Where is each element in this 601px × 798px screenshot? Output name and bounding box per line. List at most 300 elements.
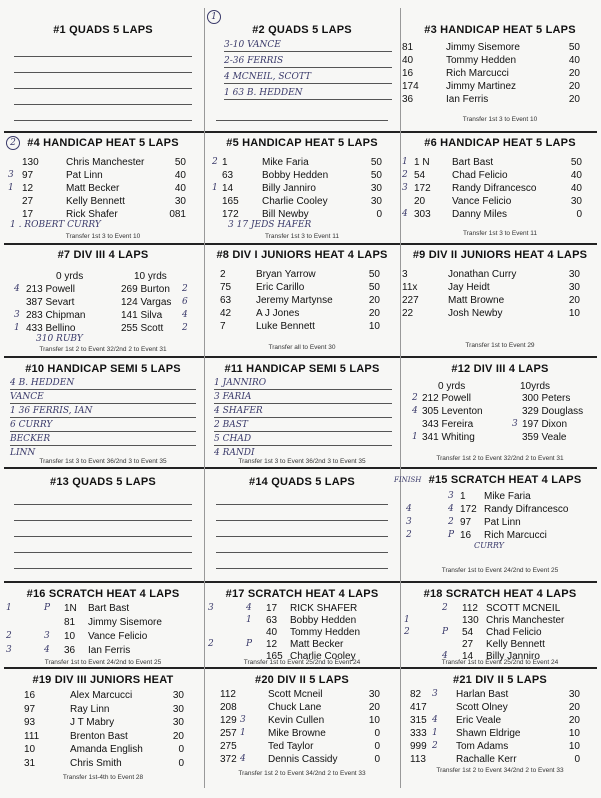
finish-mark: 1	[412, 432, 418, 442]
entry-row	[4, 730, 202, 743]
handicap: 50	[370, 157, 382, 168]
column-header: 10yrds	[520, 381, 551, 392]
driver-name: Chris Smith	[70, 757, 122, 769]
event-19	[4, 670, 202, 794]
scratch-entry: 212 Powell	[422, 393, 471, 404]
driver-name: Mike Faria	[262, 157, 309, 168]
handwritten-entry: 3-10 VANCE	[224, 38, 392, 52]
driver-name: Rick Shafer	[66, 209, 118, 220]
car-number: 16	[402, 68, 414, 79]
handicap: 20	[568, 81, 580, 92]
car-number: 372	[220, 754, 237, 765]
entry-row	[206, 740, 398, 753]
entry-row	[4, 322, 202, 335]
car-number: 27	[462, 639, 474, 650]
position-mark: 4	[246, 603, 252, 613]
handicap-entry: 269 Burton	[121, 284, 170, 295]
finish-mark: 4	[240, 754, 246, 764]
car-number: 40	[266, 627, 278, 638]
event-title: #19 DIV III JUNIORS HEAT	[32, 674, 174, 686]
handicap-entry: 124 Vargas	[121, 297, 172, 308]
driver-name: Matt Browne	[448, 295, 505, 306]
section-divider	[4, 131, 597, 133]
entry-row	[4, 630, 202, 643]
blank-line	[14, 72, 192, 73]
event-10	[4, 359, 202, 466]
handicap: 20	[368, 295, 380, 306]
handicap-entry: 141 Silva	[121, 310, 163, 321]
scratch-entry: 343 Fereira	[422, 419, 474, 430]
transfer-note: Transfer 1st to Event 25/2nd to Event 24	[441, 659, 559, 666]
position-mark: 3	[448, 491, 454, 501]
handicap: 40	[174, 183, 186, 194]
driver-name: Shawn Eldrige	[456, 728, 521, 739]
car-number: 17	[266, 603, 278, 614]
driver-name: Kelly Bennett	[66, 196, 125, 207]
driver-name: Chris Manchester	[486, 615, 565, 626]
handicap: 20	[172, 730, 184, 742]
section-divider	[4, 467, 597, 469]
car-number: 22	[402, 308, 414, 319]
entry-row	[402, 753, 598, 766]
transfer-note: Transfer 1st 2 to Event 34/2nd 2 to Event 33	[238, 770, 366, 777]
entry-row	[402, 503, 598, 516]
driver-name: Bill Newby	[262, 209, 309, 220]
entry-row	[206, 727, 398, 740]
handicap: 0	[374, 741, 380, 752]
event-5	[206, 134, 398, 242]
car-number: 11x	[402, 282, 418, 293]
car-number: 113	[410, 754, 426, 765]
blank-line	[216, 504, 388, 505]
driver-name: Bobby Hedden	[290, 615, 357, 626]
handicap: 50	[174, 157, 186, 168]
transfer-note: Transfer 1st 3 to Event 11	[462, 230, 538, 237]
scratch-entry: 341 Whiting	[422, 432, 475, 443]
entry-row	[4, 182, 202, 195]
transfer-note: Transfer 1st 3 to Event 36/2nd 3 to Event 35	[39, 458, 167, 465]
entry-row	[206, 307, 398, 320]
finish-mark: 1	[404, 615, 410, 625]
event-title: #9 DIV II JUNIORS HEAT 4 LAPS	[412, 249, 588, 261]
car-number: 165	[266, 651, 283, 662]
event-1	[4, 20, 202, 130]
entry-row	[4, 156, 202, 169]
driver-name: SCOTT MCNEIL	[486, 603, 561, 614]
driver-name: Tom Adams	[456, 741, 509, 752]
transfer-note: Transfer 1st-4th to Event 28	[62, 774, 144, 781]
handwritten-entry: 6 CURRY	[10, 418, 196, 432]
event-title: #15 SCRATCH HEAT 4 LAPS	[428, 474, 582, 486]
entry-row	[206, 294, 398, 307]
blank-line	[216, 536, 388, 537]
driver-name: RICK SHAFER	[290, 603, 358, 614]
car-number: 172	[460, 504, 477, 515]
handicap: 30	[370, 196, 382, 207]
entry-row	[4, 309, 202, 322]
circled-mark: 2	[6, 136, 20, 150]
circled-mark: 1	[207, 10, 221, 24]
section-divider	[4, 667, 597, 669]
finish-mark: 3	[6, 645, 12, 655]
finish-mark: 1	[14, 323, 20, 333]
finish-mark: 4	[432, 715, 438, 725]
driver-name: Rachalle Kerr	[456, 754, 517, 765]
car-number: 97	[460, 517, 472, 528]
driver-name: J T Mabry	[70, 717, 115, 728]
handicap: 20	[368, 308, 380, 319]
position-mark: 2	[442, 603, 448, 613]
scratch-entry: 283 Chipman	[26, 310, 86, 321]
car-number: 81	[402, 42, 414, 53]
event-title: #20 DIV II 5 LAPS	[255, 674, 349, 686]
handicap: 40	[568, 55, 580, 66]
car-number: 1 N	[414, 157, 430, 168]
event-17	[206, 584, 398, 666]
transfer-note: Transfer 1st to Event 25/2nd to Event 24	[243, 659, 361, 666]
car-number: 174	[402, 81, 419, 92]
car-number: 112	[220, 689, 236, 700]
driver-name: Jimmy Martinez	[446, 81, 517, 92]
driver-name: Jay Heidt	[448, 282, 490, 293]
finish-mark: 2	[402, 170, 408, 180]
car-number: 63	[222, 170, 234, 181]
handicap-entry: 300 Peters	[522, 393, 571, 404]
entry-row	[4, 296, 202, 309]
transfer-note: Transfer 1st 2 to Event 34/2nd 2 to Event 33	[436, 767, 564, 774]
handwritten-entry: 1 JANNIRO	[214, 376, 392, 390]
entry-row	[4, 602, 202, 615]
handicap: 50	[370, 170, 382, 181]
finish-mark: 1	[240, 728, 246, 738]
handwritten-entry: 1 36 FERRIS, IAN	[10, 404, 196, 418]
car-number: 112	[462, 603, 478, 614]
entry-row	[402, 281, 598, 294]
handicap: 0	[374, 754, 380, 765]
car-number: 1	[222, 157, 228, 168]
finish-mark: 2	[6, 631, 12, 641]
event-21	[402, 670, 598, 794]
finish-mark: 3	[8, 170, 14, 180]
blank-line	[14, 56, 192, 57]
car-number: 172	[222, 209, 239, 220]
section-divider	[4, 581, 597, 583]
car-number: 111	[24, 730, 40, 742]
entry-row	[206, 281, 398, 294]
driver-name: Pat Linn	[66, 170, 103, 181]
entry-row	[402, 714, 598, 727]
finish-mark: 3	[240, 715, 246, 725]
driver-name: Eric Veale	[456, 715, 502, 726]
handwritten-entry: 1 63 B. HEDDEN	[224, 86, 392, 100]
car-number: 36	[64, 645, 76, 656]
handicap: 0	[178, 757, 184, 769]
entry-row	[206, 753, 398, 766]
driver-name: Bryan Yarrow	[256, 269, 316, 280]
car-number: 333	[410, 728, 427, 739]
event-4	[4, 134, 202, 242]
event-3	[402, 20, 598, 130]
transfer-note: Transfer 1st to Event 29	[465, 342, 535, 349]
finish-mark: 4	[406, 504, 412, 514]
position-mark: 2	[448, 517, 454, 527]
handicap: 40	[570, 183, 582, 194]
driver-name: Tommy Hedden	[446, 55, 517, 66]
transfer-note: Transfer 1st to Event 24/2nd to Event 25	[44, 659, 162, 666]
driver-name: Pat Linn	[484, 517, 521, 528]
car-number: 14	[222, 183, 234, 194]
finish-mark: 3	[432, 689, 438, 699]
handicap: 0	[178, 744, 184, 755]
event-title: #6 HANDICAP HEAT 5 LAPS	[424, 137, 576, 149]
handwritten-entry: 3 FARIA	[214, 390, 392, 404]
car-number: 172	[414, 183, 431, 194]
car-number: 130	[22, 157, 39, 168]
driver-name: Luke Bennett	[256, 321, 315, 332]
car-number: 10	[64, 631, 76, 642]
driver-name: Ian Ferris	[446, 94, 489, 105]
driver-name: Mike Browne	[268, 728, 326, 739]
driver-name: Rich Marcucci	[446, 68, 509, 79]
event-title: #3 HANDICAP HEAT 5 LAPS	[424, 24, 576, 36]
car-number: 2	[220, 269, 226, 280]
entry-row	[402, 67, 598, 80]
handwritten-entry: 2-36 FERRIS	[224, 54, 392, 68]
blank-line	[14, 536, 192, 537]
handicap: 30	[568, 282, 580, 293]
driver-name: Josh Newby	[448, 308, 503, 319]
car-number: 275	[220, 741, 237, 752]
entry-row	[402, 405, 598, 418]
handicap: 50	[570, 157, 582, 168]
entry-row	[402, 392, 598, 405]
car-number: 17	[22, 209, 34, 220]
handicap: 50	[568, 42, 580, 53]
driver-name: Randy Difrancesco	[484, 504, 569, 515]
event-title: #13 QUADS 5 LAPS	[50, 476, 156, 488]
finish-mark: 2	[208, 639, 214, 649]
position-mark: 4	[44, 645, 50, 655]
handicap: 20	[568, 94, 580, 105]
blank-line	[216, 520, 388, 521]
car-number: 417	[410, 702, 427, 713]
entry-row	[206, 156, 398, 169]
blank-line	[14, 504, 192, 505]
handwritten-entry: 4 SHAFER	[214, 404, 392, 418]
position-mark: 4	[442, 651, 448, 661]
transfer-note: Transfer 1st 3 to Event 11	[264, 233, 340, 240]
driver-name: Bart Bast	[452, 157, 494, 168]
driver-name: Dennis Cassidy	[268, 754, 338, 765]
car-number: 93	[24, 717, 36, 728]
car-number: 303	[414, 209, 431, 220]
column-divider	[204, 8, 205, 788]
driver-name: Ian Ferris	[88, 645, 131, 656]
transfer-note: Transfer all to Event 30	[268, 344, 336, 351]
driver-name: Bobby Hedden	[262, 170, 329, 181]
driver-name: Chuck Lane	[268, 702, 322, 713]
driver-name: Brenton Bast	[70, 730, 128, 742]
handwritten-entry: 310 RUBY	[36, 334, 83, 344]
blank-line	[14, 104, 192, 105]
car-number: 63	[220, 295, 232, 306]
handicap: 50	[368, 269, 380, 280]
entry-row	[402, 490, 598, 503]
transfer-note: Transfer 1st 2 to Event 32/2nd 2 to Event 31	[39, 346, 167, 353]
car-number: 10	[24, 744, 36, 755]
car-number: 12	[22, 183, 34, 194]
handicap: 20	[368, 702, 380, 713]
finish-mark: 3	[14, 310, 20, 320]
finish-mark: 4	[14, 284, 20, 294]
handicap: 30	[172, 717, 184, 728]
car-number: 12	[266, 639, 278, 650]
driver-name: Amanda English	[70, 744, 143, 755]
handicap: 10	[368, 715, 380, 726]
entry-row	[4, 616, 202, 629]
driver-name: Jimmy Sisemore	[446, 42, 520, 53]
driver-name: Randy Difrancesco	[452, 183, 537, 194]
handicap: 30	[370, 183, 382, 194]
car-number: 54	[414, 170, 426, 181]
car-number: 999	[410, 741, 427, 752]
handwritten-entry: CURRY	[474, 541, 504, 550]
driver-name: Harlan Bast	[456, 689, 509, 700]
car-number: 1N	[64, 603, 77, 614]
finish-mark: 6	[182, 297, 188, 307]
handwritten-entry: 4 B. HEDDEN	[10, 376, 196, 390]
handwritten-entry: VANCE	[10, 390, 196, 404]
handwritten-entry: LINN	[10, 448, 36, 458]
entry-row	[402, 516, 598, 529]
event-title: #8 DIV I JUNIORS HEAT 4 LAPS	[216, 249, 388, 261]
entry-row	[402, 156, 598, 169]
driver-name: Tommy Hedden	[290, 627, 361, 638]
scratch-entry: 433 Bellino	[26, 323, 76, 334]
car-number: 75	[220, 282, 232, 293]
handicap: 30	[172, 703, 184, 715]
finish-mark: 2	[182, 323, 188, 333]
event-title: #21 DIV II 5 LAPS	[453, 674, 547, 686]
handicap: 30	[570, 196, 582, 207]
car-number: 227	[402, 295, 419, 306]
entry-row	[206, 320, 398, 333]
handicap: 30	[568, 689, 580, 700]
handicap: 20	[568, 295, 580, 306]
finish-mark: 3	[402, 183, 408, 193]
car-number: 315	[410, 715, 427, 726]
driver-name: Vance Felicio	[88, 631, 148, 642]
finish-mark: 4	[402, 209, 408, 219]
position-mark: 4	[448, 504, 454, 514]
car-number: 16	[24, 690, 36, 701]
position-mark: P	[246, 639, 253, 649]
car-number: 31	[24, 757, 36, 769]
event-7	[4, 246, 202, 355]
handicap: 40	[570, 170, 582, 181]
blank-line	[14, 520, 192, 521]
handicap: 0	[576, 209, 582, 220]
car-number: 42	[220, 308, 232, 319]
handicap: 20	[568, 715, 580, 726]
event-title: #5 HANDICAP HEAT 5 LAPS	[226, 137, 378, 149]
transfer-note: Transfer 1st 3 to Event 36/2nd 3 to Event 35	[238, 458, 366, 465]
driver-name: Ted Taylor	[268, 741, 314, 752]
handicap: 10	[368, 321, 380, 332]
event-title: #16 SCRATCH HEAT 4 LAPS	[26, 588, 180, 600]
driver-name: Charlie Cooley	[290, 651, 356, 662]
handicap: 30	[172, 690, 184, 701]
car-number: 3	[402, 269, 408, 280]
position-mark: P	[448, 530, 455, 540]
car-number: 97	[22, 170, 34, 181]
car-number: 208	[220, 702, 237, 713]
driver-name: Alex Marcucci	[70, 690, 133, 701]
event-18	[402, 584, 598, 666]
position-mark: P	[442, 627, 449, 637]
car-number: 97	[24, 703, 36, 715]
driver-name: A J Jones	[256, 308, 300, 319]
entry-row	[402, 294, 598, 307]
entry-row	[4, 743, 202, 756]
section-divider	[4, 356, 597, 358]
entry-row	[206, 688, 398, 701]
event-title: #1 QUADS 5 LAPS	[53, 24, 153, 36]
transfer-note: Transfer 1st 3 to Event 10	[65, 233, 141, 240]
car-number: 129	[220, 715, 237, 726]
entry-row	[402, 54, 598, 67]
car-number: 82	[410, 689, 422, 700]
entry-row	[206, 195, 398, 208]
entry-row	[206, 701, 398, 714]
entry-row	[402, 41, 598, 54]
finish-mark: 2	[412, 393, 418, 403]
blank-line	[14, 568, 192, 569]
car-number: 1	[460, 491, 466, 502]
event-title: #4 HANDICAP HEAT 5 LAPS	[27, 137, 179, 149]
event-title: #14 QUADS 5 LAPS	[249, 476, 355, 488]
entry-row	[402, 93, 598, 106]
event-12	[402, 359, 598, 466]
blank-line	[14, 552, 192, 553]
finish-mark: 1	[402, 157, 408, 167]
entry-row	[4, 195, 202, 208]
handicap: 20	[568, 68, 580, 79]
handicap: 0	[374, 728, 380, 739]
entry-row	[206, 182, 398, 195]
finish-mark: 2	[432, 741, 438, 751]
handicap-entry: 255 Scott	[121, 323, 164, 334]
driver-name: Bart Bast	[88, 603, 130, 614]
column-header: 10 yrds	[134, 271, 167, 282]
scratch-entry: 213 Powell	[26, 284, 75, 295]
entry-row	[402, 418, 598, 431]
handwritten-entry: 3 17 JEDS HAFER	[228, 220, 312, 230]
event-6	[402, 134, 598, 242]
entry-row	[402, 740, 598, 753]
finish-mark: 2	[212, 157, 218, 167]
handwritten-entry: 4 MCNEIL, SCOTT	[224, 70, 392, 84]
car-number: 257	[220, 728, 237, 739]
event-15	[394, 470, 598, 580]
event-title: #7 DIV III 4 LAPS	[57, 249, 149, 261]
entry-row	[402, 208, 598, 221]
scratch-entry: 387 Sevart	[26, 297, 75, 308]
event-title: #2 QUADS 5 LAPS	[252, 24, 352, 36]
entry-row	[402, 701, 598, 714]
entry-row	[4, 757, 202, 770]
section-divider	[4, 243, 597, 245]
